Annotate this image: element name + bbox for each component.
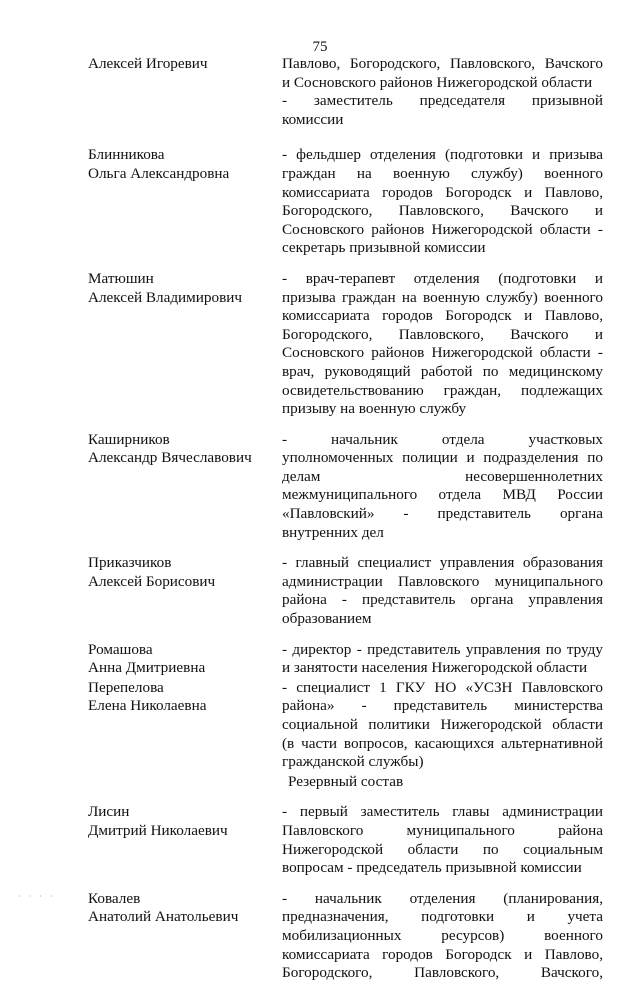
role-line: межмуниципального отдела МВД России	[282, 486, 603, 504]
role-line: Нижегородской области по социальным	[282, 840, 603, 858]
role-line: «Павловский» - представитель органа	[282, 505, 603, 523]
role-line: комиссариата городов Богородск и Павлово,	[282, 945, 603, 963]
name-line: Анатолий Анатольевич	[88, 908, 239, 926]
role-line: уполномоченных полиции и подразделения по	[282, 449, 603, 467]
member-name	[88, 803, 282, 840]
member-entry	[88, 679, 603, 772]
name-line: Александр Вячеславович	[88, 449, 252, 467]
member-role	[282, 55, 603, 129]
name-line: Ольга Александровна	[88, 164, 230, 182]
role-line: района - представитель органа управления	[282, 591, 603, 609]
member-name	[88, 270, 282, 307]
role-line: секретарь призывной комиссии	[282, 239, 486, 257]
member-entry	[88, 270, 603, 419]
member-role	[282, 270, 603, 419]
name-line: Каширников	[88, 430, 170, 448]
name-line: Матюшин	[88, 269, 154, 287]
member-role	[282, 679, 603, 772]
name-line: Елена Николаевна	[88, 697, 207, 715]
role-line: (в части вопросов, касающихся альтернативной	[282, 734, 603, 752]
role-line: вопросам - председатель призывной комиссии	[282, 859, 582, 877]
name-line: Алексей Борисович	[88, 572, 216, 590]
member-name	[88, 641, 282, 678]
member-name	[88, 55, 282, 74]
scan-artifact-dots: · · · ·	[18, 892, 56, 901]
role-line: - заместитель председателя призывной	[282, 92, 603, 110]
name-line: Анна Дмитриевна	[88, 659, 206, 677]
role-line: мобилизационных ресурсов) военного	[282, 926, 603, 944]
role-line: Богородского, Павловского, Вачского и	[282, 202, 603, 220]
role-line: предназначения, подготовки и учета	[282, 908, 603, 926]
role-line: - директор - представитель управления по труду	[282, 640, 603, 658]
name-line: Ромашова	[88, 640, 153, 658]
page-number: 75	[312, 39, 328, 55]
role-line: комиссариата городов Богородск и Павлово,	[282, 183, 603, 201]
role-line: - главный специалист управления образования	[282, 554, 603, 572]
member-role	[282, 803, 603, 877]
member-name	[88, 679, 282, 716]
role-line: комиссии	[282, 110, 344, 128]
role-line: и занятости населения Нижегородской области	[282, 659, 588, 677]
name-line: Алексей Игоревич	[88, 55, 208, 72]
role-line: делам несовершеннолетних	[282, 467, 603, 485]
role-line: внутренних дел	[282, 523, 384, 541]
role-line: Богородского, Павловского, Вачского,	[282, 964, 603, 982]
member-role	[282, 554, 603, 628]
member-role	[282, 890, 603, 983]
name-line: Блинникова	[88, 146, 165, 164]
member-entry	[88, 55, 603, 129]
role-line: комиссариата городов Богородск и Павлово,	[282, 307, 603, 325]
member-entry	[88, 431, 603, 543]
name-line: Перепелова	[88, 678, 164, 696]
role-line: района» - представитель министерства	[282, 697, 603, 715]
role-line: Богородского, Павловского, Вачского и	[282, 325, 603, 343]
member-role	[282, 641, 603, 678]
role-line: и Сосновского районов Нижегородской области	[282, 73, 593, 91]
role-line: - начальник отделения (планирования,	[282, 889, 603, 907]
member-entry	[88, 554, 603, 628]
member-name	[88, 431, 282, 468]
member-entry	[88, 641, 603, 678]
name-line: Приказчиков	[88, 554, 172, 572]
member-name	[88, 146, 282, 183]
role-line: врач, руководящий работой по медицинскому	[282, 362, 603, 380]
role-line: - начальник отдела участковых	[282, 430, 603, 448]
member-entry	[88, 890, 603, 983]
role-line: призыву на военную службу	[282, 400, 467, 418]
member-name	[88, 890, 282, 927]
role-line: Павловского муниципального района	[282, 821, 603, 839]
member-entry	[88, 146, 603, 258]
role-line: образованием	[282, 610, 372, 628]
role-line: социальной политики Нижегородской области	[282, 716, 603, 733]
role-line: администрации Павловского муниципального	[282, 572, 603, 590]
name-line: Ковалев	[88, 889, 141, 907]
role-line: освидетельствованию граждан, подлежащих	[282, 381, 603, 399]
member-entry	[88, 803, 603, 877]
role-line: Павлово, Богородского, Павловского, Вачского	[282, 55, 603, 72]
name-line: Лисин	[88, 803, 130, 821]
name-line: Алексей Владимирович	[88, 288, 243, 306]
commission-member-list	[88, 55, 603, 983]
role-line: - врач-терапевт отделения (подготовки и	[282, 269, 603, 287]
role-line: - фельдшер отделения (подготовки и призыва	[282, 146, 603, 164]
name-line: Дмитрий Николаевич	[88, 821, 228, 839]
role-line: призыва граждан на военную службу) военного	[282, 288, 603, 306]
reserve-section-heading: Резервный состав	[288, 772, 404, 790]
role-line: - первый заместитель главы администрации	[282, 803, 603, 821]
member-role	[282, 146, 603, 258]
role-line: Сосновского районов Нижегородской области -	[282, 220, 603, 238]
role-line: гражданской службы)	[282, 753, 424, 771]
member-role	[282, 431, 603, 543]
role-line: - специалист 1 ГКУ НО «УСЗН Павловского	[282, 678, 603, 696]
member-name	[88, 554, 282, 591]
role-line: граждан на военную службу) военного	[282, 164, 603, 182]
role-line: Сосновского районов Нижегородской области -	[282, 344, 603, 362]
